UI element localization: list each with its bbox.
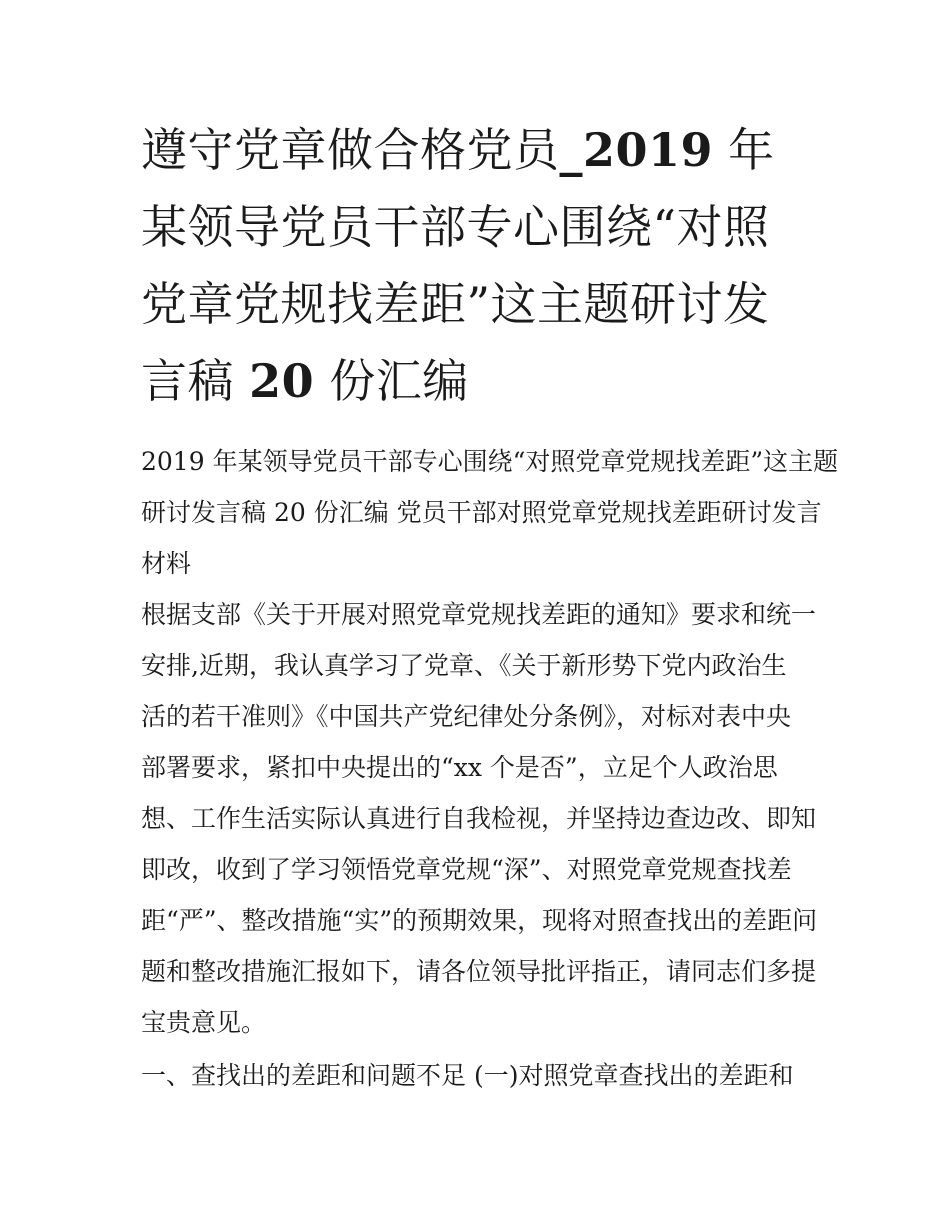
text-line: 安排,近期，我认真学习了党章、《关于新形势下党内政治生 [141,651,787,680]
text-line: 宝贵意见。 [141,1008,267,1037]
paragraph-body [141,589,816,1048]
document-body [141,112,839,1101]
text-line: 部署要求，紧扣中央提出的“xx 个是否”，立足个人政治思 [141,753,778,782]
title-text: 党章党规找差距”这主题研讨发 [141,277,770,331]
text-line: 根据支部《关于开展对照党章党规找差距的通知》要求和统一 [141,600,817,629]
text-line: 一、查找出的差距和问题不足 (一)对照党章查找出的差距和 [141,1061,794,1090]
document-title [141,112,816,420]
text-line: 即改，收到了学习领悟党章党规“深”、对照党章党规查找差 [141,855,792,884]
text-line: 距“严”、整改措施“实”的预期效果，现将对照查找出的差距问 [141,906,818,935]
text-line: 活的若干准则》《中国共产党纪律处分条例》，对标对表中央 [141,702,792,731]
title-line-2 [141,189,816,266]
title-text: 遵守党章做合格党员 [141,123,560,177]
title-year: _2019 [559,123,714,177]
title-text: 某领导党员干部专心围绕“对照 [141,200,770,254]
title-line-3 [141,266,816,343]
title-line-4 [141,343,816,420]
text-line: 研讨发言稿 20 份汇编 党员干部对照党章党规找差距研讨发言 [141,498,822,527]
title-text: 份汇编 [314,354,469,408]
text-line: 想、工作生活实际认真进行自我检视，并坚持边查边改、即知 [141,804,817,833]
title-line-1 [141,112,816,189]
title-count: 20 [249,354,315,408]
title-text: 言稿 [141,354,250,408]
text-line: 题和整改措施汇报如下，请各位领导批评指正，请同志们多提 [141,957,817,986]
text-line: 材料 [141,549,192,578]
paragraph-section-heading [141,1050,816,1101]
paragraph-intro [141,436,839,589]
title-text: 年 [713,123,775,177]
text-line: 2019 年某领导党员干部专心围绕“对照党章党规找差距”这主题 [141,447,839,476]
